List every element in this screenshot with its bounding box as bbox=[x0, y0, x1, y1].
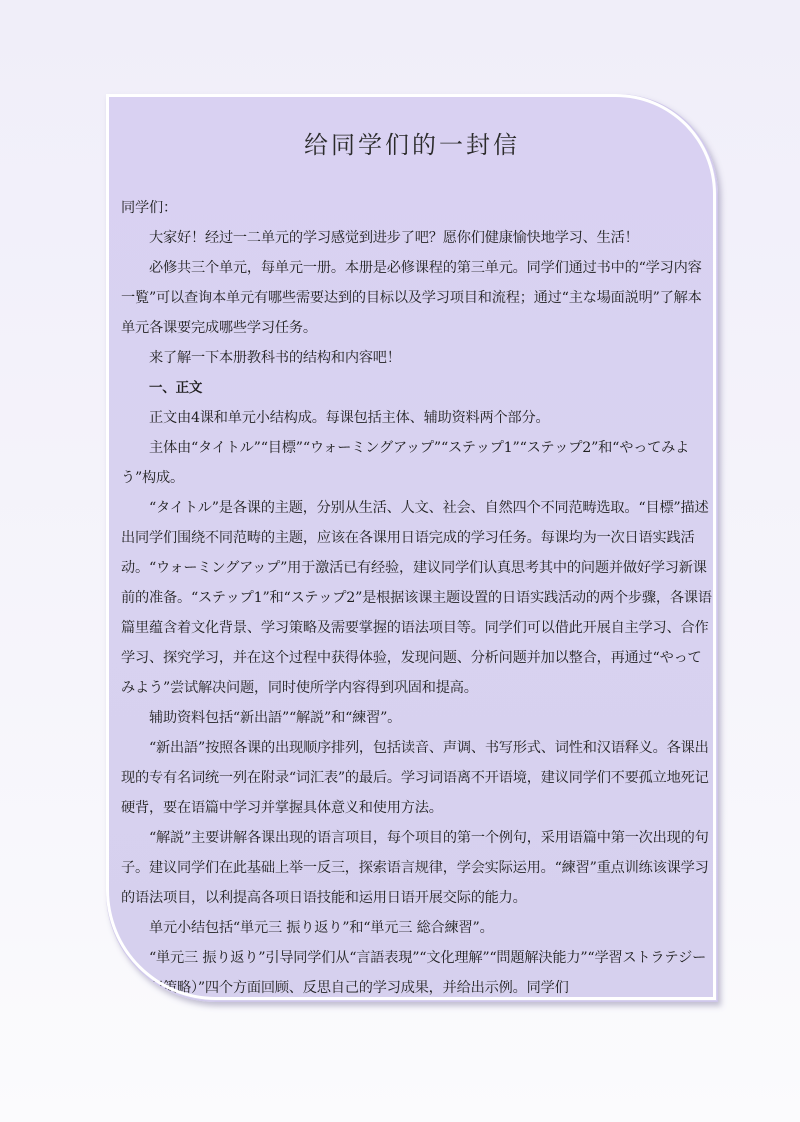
paragraph: 必修共三个单元，每单元一册。本册是必修课程的第三单元。同学们通过书中的“学习内容一覧”可以查询本单元有哪些需要达到的目标以及学习项目和流程；通过“主な場面説明”了解本单元各课要完成哪些学习任务。 bbox=[121, 260, 702, 336]
letter-card bbox=[106, 94, 718, 1002]
letter-body bbox=[121, 193, 713, 1002]
paragraph: “新出語”按照各课的出现顺序排列，包括读音、声调、书写形式、词性和汉语释义。各课出现的专有名词统一列在附录“词汇表”的最后。学习词语离不开语境，建议同学们不要孤立地死记硬背，要在语篇中学习并掌握具体意义和使用方法。 bbox=[121, 740, 709, 816]
paragraph: 单元小结包括“単元三 振り返り”和“単元三 総合練習”。 bbox=[149, 920, 494, 936]
paragraph: 来了解一下本册教科书的结构和内容吧！ bbox=[149, 350, 401, 366]
paragraph: “タイトル”是各课的主题，分别从生活、人文、社会、自然四个不同范畴选取。“目標”描述出同学们围绕不同范畴的主题，应该在各课用日语完成的学习任务。每课均为一次日语实践活动。“ウォーミングアップ”用于激活已有经验，建议同学们认真思考其中的问题并做好学习新课前的准备。“ステップ1”和“ステップ2”是根据该课主题设置的日语实践活动的两个步骤，各课语篇里蕴含着文化背景、学习策略及需要掌握的语法项目等。同学们可以借此开展自主学习、合作学习、探究学习，并在这个过程中获得体验，发现问题、分析问题并加以整合，再通过“やってみよう”尝试解决问题，同时使所学内容得到巩固和提高。 bbox=[121, 500, 712, 696]
paragraph: 正文由4课和单元小结构成。每课包括主体、辅助资料两个部分。 bbox=[149, 410, 550, 426]
section-heading: 一、正文 bbox=[149, 380, 203, 396]
paragraph: 大家好！经过一二单元的学习感觉到进步了吧？愿你们健康愉快地学习、生活！ bbox=[149, 230, 639, 246]
paragraph: 主体由“タイトル”“目標”“ウォーミングアップ”“ステップ1”“ステップ2”和“やってみよう”构成。 bbox=[121, 440, 690, 486]
salutation: 同学们： bbox=[121, 200, 177, 216]
letter-title: 给同学们的一封信 bbox=[304, 131, 520, 159]
paragraph: 辅助资料包括“新出語”“解説”和“練習”。 bbox=[149, 710, 402, 726]
paragraph: “単元三 振り返り”引导同学们从“言語表現”“文化理解”“問題解決能力”“学習ストラテジー（学习策略）”四个方面回顾、反思自己的学习成果，并给出示例。同学们 bbox=[121, 950, 707, 996]
paragraph: “解説”主要讲解各课出现的语言项目，每个项目的第一个例句，采用语篇中第一次出现的句子。建议同学们在此基础上举一反三，探索语言规律，学会实际运用。“練習”重点训练该课学习的语法项目，以利提高各项日语技能和运用日语开展交际的能力。 bbox=[121, 830, 709, 906]
